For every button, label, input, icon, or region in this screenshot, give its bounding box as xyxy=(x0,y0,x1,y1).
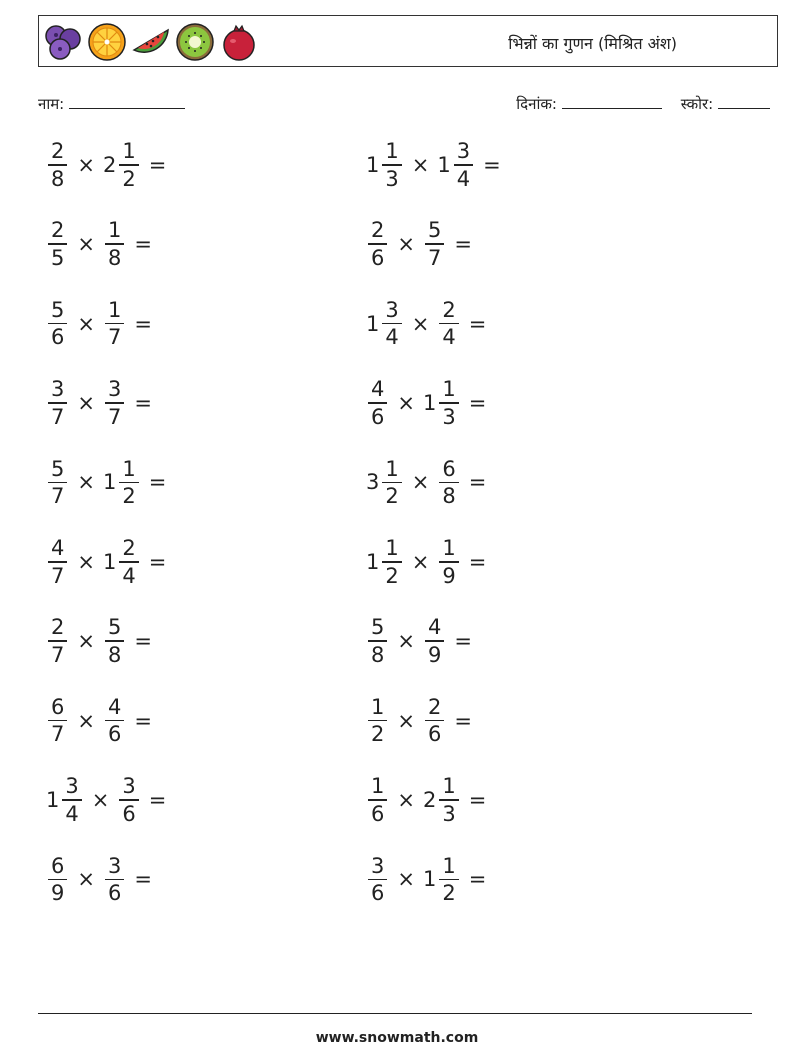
equals-sign: = xyxy=(148,549,167,574)
fraction-bar xyxy=(382,164,401,166)
denominator: 6 xyxy=(427,722,442,747)
times-sign: × xyxy=(411,152,430,177)
denominator: 4 xyxy=(122,563,136,588)
denominator: 4 xyxy=(65,801,79,826)
fraction-bar xyxy=(439,799,458,801)
times-sign: × xyxy=(77,311,95,336)
pomegranate-icon xyxy=(219,22,259,62)
fraction-bar xyxy=(62,799,81,801)
problem-item xyxy=(366,378,486,428)
numerator: 1 xyxy=(107,297,122,322)
numerator: 1 xyxy=(442,377,456,402)
numerator: 1 xyxy=(385,139,399,163)
blueberries-icon xyxy=(43,22,83,62)
fraction-bar xyxy=(382,323,401,325)
whole-number: 1 xyxy=(366,549,380,574)
denominator: 7 xyxy=(427,245,442,270)
fraction xyxy=(439,537,458,587)
header-box xyxy=(38,15,778,67)
denominator: 5 xyxy=(51,245,65,270)
fraction-bar xyxy=(105,720,124,722)
equals-sign: = xyxy=(468,390,487,415)
equals-sign: = xyxy=(454,629,472,654)
denominator: 7 xyxy=(51,404,65,429)
fraction-bar xyxy=(368,720,387,722)
times-sign: × xyxy=(397,867,415,892)
problem-item xyxy=(46,219,152,269)
fraction xyxy=(105,855,124,905)
fraction-bar xyxy=(425,243,444,245)
fraction xyxy=(439,775,458,825)
fraction xyxy=(425,616,444,666)
denominator: 3 xyxy=(442,404,456,429)
problem-item xyxy=(46,537,166,587)
fraction xyxy=(368,378,387,428)
fraction-bar xyxy=(105,243,124,245)
problem-item xyxy=(366,458,486,508)
fraction-bar xyxy=(439,482,458,484)
whole-number: 1 xyxy=(366,311,380,336)
numerator: 4 xyxy=(427,615,442,640)
footer-divider xyxy=(38,1013,752,1014)
numerator: 2 xyxy=(51,615,65,640)
equals-sign: = xyxy=(134,390,152,415)
fraction xyxy=(425,219,444,269)
fraction xyxy=(48,219,67,269)
denominator: 7 xyxy=(107,404,122,429)
numerator: 3 xyxy=(122,774,136,799)
equals-sign: = xyxy=(148,152,167,177)
numerator: 3 xyxy=(371,853,385,878)
denominator: 2 xyxy=(385,563,399,588)
problem-item xyxy=(46,140,166,190)
problem-item xyxy=(366,775,486,825)
problem-item xyxy=(46,775,166,825)
problem-item xyxy=(46,616,152,666)
numerator: 6 xyxy=(51,694,65,719)
problem-item xyxy=(366,140,501,190)
denominator: 8 xyxy=(107,642,122,667)
fraction-bar xyxy=(368,402,387,404)
whole-number: 3 xyxy=(366,470,380,495)
problem-item xyxy=(46,855,152,905)
times-sign: × xyxy=(77,470,95,495)
numerator: 1 xyxy=(442,853,456,878)
score-label: स्कोर: xyxy=(680,95,714,113)
denominator: 6 xyxy=(107,722,122,747)
times-sign: × xyxy=(397,232,415,257)
fraction xyxy=(119,537,138,587)
fraction xyxy=(105,219,124,269)
problem-item xyxy=(366,219,472,269)
numerator: 1 xyxy=(385,536,399,560)
denominator: 6 xyxy=(122,801,136,826)
denominator: 2 xyxy=(122,166,136,191)
equals-sign: = xyxy=(134,867,152,892)
fraction-bar xyxy=(48,482,67,484)
fraction-bar xyxy=(48,243,67,245)
fraction xyxy=(439,299,458,349)
denominator: 2 xyxy=(385,484,399,509)
denominator: 2 xyxy=(122,484,136,509)
fraction xyxy=(439,458,458,508)
whole-number: 1 xyxy=(46,787,60,812)
fraction-bar xyxy=(105,879,124,881)
date-blank[interactable] xyxy=(562,94,662,109)
fraction-bar xyxy=(368,243,387,245)
problem-item xyxy=(46,696,152,746)
fraction-bar xyxy=(48,561,67,563)
date-score-fields xyxy=(516,94,770,114)
numerator: 2 xyxy=(442,297,456,322)
equals-sign: = xyxy=(468,867,487,892)
numerator: 5 xyxy=(107,615,122,640)
fraction-bar xyxy=(439,402,458,404)
times-sign: × xyxy=(77,390,95,415)
times-sign: × xyxy=(397,390,415,415)
watermelon-icon xyxy=(131,22,171,62)
equals-sign: = xyxy=(134,311,152,336)
numerator: 1 xyxy=(122,456,136,481)
fraction xyxy=(105,696,124,746)
numerator: 2 xyxy=(371,218,385,243)
fraction xyxy=(439,855,458,905)
times-sign: × xyxy=(397,629,415,654)
denominator: 9 xyxy=(427,642,442,667)
fraction xyxy=(382,140,401,190)
fraction-bar xyxy=(105,402,124,404)
fraction xyxy=(382,299,401,349)
denominator: 3 xyxy=(385,166,399,191)
numerator: 4 xyxy=(51,536,65,560)
fraction-bar xyxy=(119,561,138,563)
numerator: 1 xyxy=(442,774,456,799)
fraction-bar xyxy=(105,640,124,642)
fraction xyxy=(105,616,124,666)
equals-sign: = xyxy=(468,470,487,495)
whole-number: 1 xyxy=(422,390,437,415)
fraction-bar xyxy=(48,879,67,881)
fruit-icons xyxy=(43,22,259,62)
fraction-bar xyxy=(48,323,67,325)
numerator: 5 xyxy=(371,615,385,640)
fraction xyxy=(62,775,81,825)
times-sign: × xyxy=(77,232,95,257)
problem-item xyxy=(46,299,152,349)
fraction xyxy=(48,855,67,905)
numerator: 2 xyxy=(51,139,65,163)
denominator: 7 xyxy=(51,642,65,667)
fraction-bar xyxy=(425,720,444,722)
numerator: 3 xyxy=(51,377,65,402)
equals-sign: = xyxy=(134,232,152,257)
fraction xyxy=(119,775,138,825)
orange-slice-icon xyxy=(87,22,127,62)
denominator: 7 xyxy=(107,325,122,350)
times-sign: × xyxy=(77,152,95,177)
times-sign: × xyxy=(411,311,430,336)
fraction-bar xyxy=(382,482,401,484)
problem-item xyxy=(46,458,166,508)
problem-item xyxy=(366,299,486,349)
whole-number: 1 xyxy=(437,152,451,177)
fraction xyxy=(368,855,387,905)
fraction-bar xyxy=(368,799,387,801)
equals-sign: = xyxy=(148,470,167,495)
fraction-bar xyxy=(105,323,124,325)
numerator: 5 xyxy=(427,218,442,243)
numerator: 4 xyxy=(371,377,385,402)
fraction xyxy=(368,775,387,825)
denominator: 8 xyxy=(51,166,65,191)
name-field xyxy=(38,94,185,114)
date-label: दिनांक: xyxy=(516,95,557,113)
numerator: 3 xyxy=(456,139,471,163)
times-sign: × xyxy=(77,708,95,733)
denominator: 2 xyxy=(442,881,456,906)
fraction-bar xyxy=(368,879,387,881)
problem-item xyxy=(46,378,152,428)
numerator: 5 xyxy=(51,297,65,322)
fraction-bar xyxy=(425,640,444,642)
times-sign: × xyxy=(397,708,415,733)
times-sign: × xyxy=(397,787,415,812)
fraction-bar xyxy=(48,720,67,722)
equals-sign: = xyxy=(468,549,487,574)
denominator: 2 xyxy=(371,722,385,747)
denominator: 6 xyxy=(107,881,122,906)
fraction-bar xyxy=(119,164,138,166)
score-blank[interactable] xyxy=(718,94,770,109)
fraction xyxy=(382,537,401,587)
denominator: 9 xyxy=(51,881,65,906)
equals-sign: = xyxy=(134,629,152,654)
fraction xyxy=(382,458,401,508)
denominator: 7 xyxy=(51,563,65,588)
fraction xyxy=(105,378,124,428)
times-sign: × xyxy=(91,787,110,812)
fraction xyxy=(368,696,387,746)
denominator: 6 xyxy=(51,325,65,350)
name-label: नाम: xyxy=(38,95,65,113)
denominator: 7 xyxy=(51,722,65,747)
numerator: 3 xyxy=(107,377,122,402)
numerator: 3 xyxy=(385,297,399,322)
denominator: 8 xyxy=(107,245,122,270)
whole-number: 1 xyxy=(422,867,437,892)
whole-number: 1 xyxy=(366,152,380,177)
whole-number: 2 xyxy=(102,152,117,177)
numerator: 1 xyxy=(371,774,385,799)
fraction-bar xyxy=(439,561,458,563)
equals-sign: = xyxy=(134,708,152,733)
numerator: 6 xyxy=(442,456,456,481)
whole-number: 1 xyxy=(102,470,117,495)
fraction xyxy=(48,299,67,349)
fraction-bar xyxy=(119,482,138,484)
problem-item xyxy=(366,696,472,746)
numerator: 3 xyxy=(107,853,122,878)
denominator: 4 xyxy=(456,166,471,191)
numerator: 6 xyxy=(51,853,65,878)
fraction-bar xyxy=(48,402,67,404)
problem-item xyxy=(366,616,472,666)
fraction-bar xyxy=(454,164,473,166)
denominator: 7 xyxy=(51,484,65,509)
fraction xyxy=(48,616,67,666)
denominator: 6 xyxy=(371,245,385,270)
fraction xyxy=(119,140,138,190)
kiwi-icon xyxy=(175,22,215,62)
fraction xyxy=(48,537,67,587)
fraction-bar xyxy=(439,879,458,881)
fraction xyxy=(48,140,67,190)
equals-sign: = xyxy=(454,708,472,733)
numerator: 4 xyxy=(107,694,122,719)
fraction-bar xyxy=(368,640,387,642)
denominator: 9 xyxy=(442,563,456,588)
fraction-bar xyxy=(119,799,138,801)
fraction xyxy=(368,219,387,269)
whole-number: 2 xyxy=(422,787,437,812)
equals-sign: = xyxy=(148,787,167,812)
times-sign: × xyxy=(77,549,95,574)
numerator: 1 xyxy=(371,694,385,719)
fraction-bar xyxy=(382,561,401,563)
equals-sign: = xyxy=(468,787,487,812)
problem-item xyxy=(366,855,486,905)
fraction xyxy=(48,696,67,746)
whole-number: 1 xyxy=(102,549,117,574)
numerator: 2 xyxy=(122,536,136,560)
numerator: 2 xyxy=(51,218,65,243)
fraction-bar xyxy=(48,640,67,642)
times-sign: × xyxy=(77,629,95,654)
times-sign: × xyxy=(411,549,430,574)
fraction xyxy=(48,378,67,428)
numerator: 1 xyxy=(107,218,122,243)
fraction xyxy=(454,140,473,190)
fraction xyxy=(48,458,67,508)
equals-sign: = xyxy=(454,232,472,257)
numerator: 3 xyxy=(65,774,79,799)
numerator: 1 xyxy=(442,536,456,560)
fraction-bar xyxy=(48,164,67,166)
denominator: 8 xyxy=(442,484,456,509)
times-sign: × xyxy=(77,867,95,892)
denominator: 4 xyxy=(385,325,399,350)
footer-url: www.snowmath.com xyxy=(315,1030,479,1046)
numerator: 5 xyxy=(51,456,65,481)
equals-sign: = xyxy=(483,152,501,177)
denominator: 6 xyxy=(371,404,385,429)
denominator: 3 xyxy=(442,801,456,826)
fraction xyxy=(105,299,124,349)
equals-sign: = xyxy=(468,311,487,336)
fraction xyxy=(439,378,458,428)
numerator: 1 xyxy=(122,139,136,163)
fraction xyxy=(119,458,138,508)
denominator: 6 xyxy=(371,801,385,826)
worksheet-title: भिन्नों का गुणन (मिश्रित अंश) xyxy=(508,34,677,53)
problem-item xyxy=(366,537,486,587)
times-sign: × xyxy=(411,470,430,495)
denominator: 6 xyxy=(371,881,385,906)
denominator: 4 xyxy=(442,325,456,350)
denominator: 8 xyxy=(371,642,385,667)
numerator: 2 xyxy=(427,694,442,719)
fraction xyxy=(425,696,444,746)
fraction-bar xyxy=(439,323,458,325)
fraction xyxy=(368,616,387,666)
name-blank[interactable] xyxy=(69,94,185,109)
numerator: 1 xyxy=(385,456,399,481)
